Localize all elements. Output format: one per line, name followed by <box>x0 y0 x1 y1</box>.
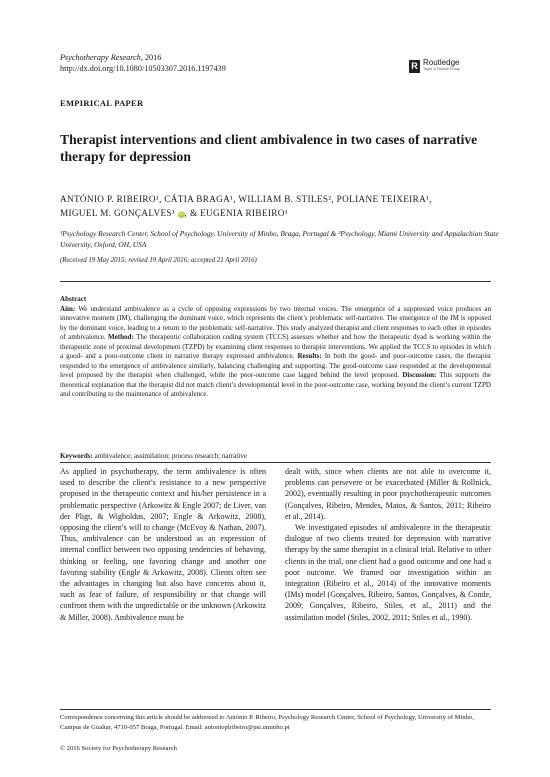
discussion-label: Discussion: <box>402 371 437 379</box>
body-left-column <box>60 466 266 623</box>
publisher-subname: Taylor & Francis Group <box>423 67 460 71</box>
abstract-bottom-rule <box>60 462 491 463</box>
results-label: Results: <box>297 352 322 360</box>
aim-text: We understand ambivalence as a cycle of opposing expressions by two internal voices. The emergence of a suppressed voice produces an innovative moment (IM), challenging the dominant voice, which represents the client’s problematic self-narrative. The emergence of the IM is opposed by the dominant voice, leading to a return to the problematic self-narrative. This study analyzed therapist and client responses to each other in episodes of ambivalence. <box>60 304 491 341</box>
author-line-1: ANTÓNIO P. RIBEIRO¹, CÁTIA BRAGA¹, WILLIAM B. STILES², POLIANE TEIXEIRA¹, <box>60 194 432 204</box>
discussion-text: This supports the theoretical explanation that the therapist did not match client’s developmental level in the poor-outcome case, working beyond the client’s current TZPD and contributing to the maintenance of ambivalence. <box>60 371 491 398</box>
results-text: In both the good- and poor-outcome cases, the therapist responded to the emergence of ambivalence similarly, balancing challenging and supporting. The good-outcome case responded at the developmental level proposed by the therapist when challenged, while the poor-outcome case lagged behind the level proposed. <box>60 352 492 379</box>
footnote-rule <box>60 709 491 710</box>
keywords-label: Keywords: <box>60 452 93 460</box>
abstract-heading: Abstract <box>60 295 87 303</box>
method-label: Method: <box>107 333 134 341</box>
article-title: Therapist interventions and client ambivalence in two cases of narrative therapy for depression <box>60 132 478 164</box>
affiliations: ¹Psychology Research Center, School of Psychology, University of Minho, Braga, Portugal & ²Psychology, Miami University and Appalachian State University, Oxford, OH, USA <box>60 229 499 249</box>
orcid-icon[interactable]: iD <box>178 211 184 217</box>
publisher-name: Routledge <box>423 58 460 67</box>
journal-name: Psychotherapy Research <box>60 53 141 62</box>
keywords <box>60 452 491 460</box>
author-line-2a: MIGUEL M. GONÇALVES¹ <box>60 208 175 218</box>
abstract <box>60 295 491 400</box>
body-right-column <box>285 466 491 623</box>
keywords-text: ambivalence; assimilation; process research; narrative <box>94 452 247 460</box>
publisher-logo <box>409 59 460 73</box>
copyright-notice: © 2016 Society for Psychotherapy Research <box>60 745 177 752</box>
method-text: The therapeutic collaboration coding system (TCCS) assesses whether and how the therapeutic dyad is working within the therapeutic zone of proximal development (TZPD) by examining client responses to therapist interventions. We applied the TCCS to episodes in which a good- and a poor-outcome client in narrative therapy expressed ambivalence. <box>60 333 491 360</box>
body-paragraph: We investigated episodes of ambivalence in the therapeutic dialogue of two clients treated for depression with narrative therapy by the same therapist in a clinical trial. Relative to other clients in the trial, one client had a good outcome and one had a poor outcome. We framed our investigation within an integration (Ribeiro et al., 2014) of the innovative moments (IMs) model (Gonçalves, Ribeiro, Santos, Gonçalves, & Conde, 2009; Gonçalves, Ribeiro, Stiles, et al., 2011) and the assimilation model (Stiles, 2002, 2011; Stiles et al., 1990). <box>285 523 491 622</box>
author-line-2b: , & EUGENIA RIBEIRO¹ <box>184 208 288 218</box>
journal-year: , 2016 <box>140 53 162 62</box>
aim-label: Aim: <box>60 304 76 313</box>
section-label: EMPIRICAL PAPER <box>60 98 144 108</box>
abstract-body <box>60 305 491 400</box>
abstract-top-rule <box>60 281 491 282</box>
correspondence-footnote: Correspondence concerning this article should be addressed to António P. Ribeiro, Psychology Research Center, School of Psychology, University of Minho, Campus de Gualtar, 4710-057 Braga, Portugal. Email: antonioplribeiro@psi.uminho.pt <box>60 714 474 731</box>
doi-link[interactable]: http://dx.doi.org/10.1080/10503307.2016.1197439 <box>60 64 226 73</box>
received-dates: (Received 19 May 2015; revised 19 April 2016; accepted 21 April 2016) <box>60 257 257 264</box>
routledge-logo-icon: R <box>409 60 420 73</box>
body-paragraph: dealt with, since when clients are not able to overcome it, problems can persevere or be exacerbated (Miller & Rollnick, 2002), eventually resulting in poor psychotherapeutic outcomes (Gonçalves, Ribeiro, Mendes, Matos, & Santos, 2011; Ribeiro et al., 2014). <box>285 467 491 521</box>
body-paragraph: As applied in psychotherapy, the term ambivalence is often used to describe the client’s resistance to a new perspective proposed in the therapeutic context and his/her persistence in a problematic perspective (Arkowitz & Engle 2007; de Liver, van der Pligt, & Wigboldus, 2007; Engle & Arkowitz, 2008), opposing the client’s will to change (McEvoy & Nathan, 2007). Thus, ambivalence can be understood as an expression of internal conflict between two opposing tendencies of behaving, thinking or feeling, one favoring change and another one favoring stability (Engle & Arkowitz, 2008). Clients often see the advantages in changing but also have concerns about it, such as fear of failure, of responsibility or that change will confront them with the unpredictable or the unknown (Arkowitz & Miller, 2008). Ambivalence must be <box>60 467 266 622</box>
author-list <box>60 192 500 220</box>
journal-header <box>60 52 226 74</box>
